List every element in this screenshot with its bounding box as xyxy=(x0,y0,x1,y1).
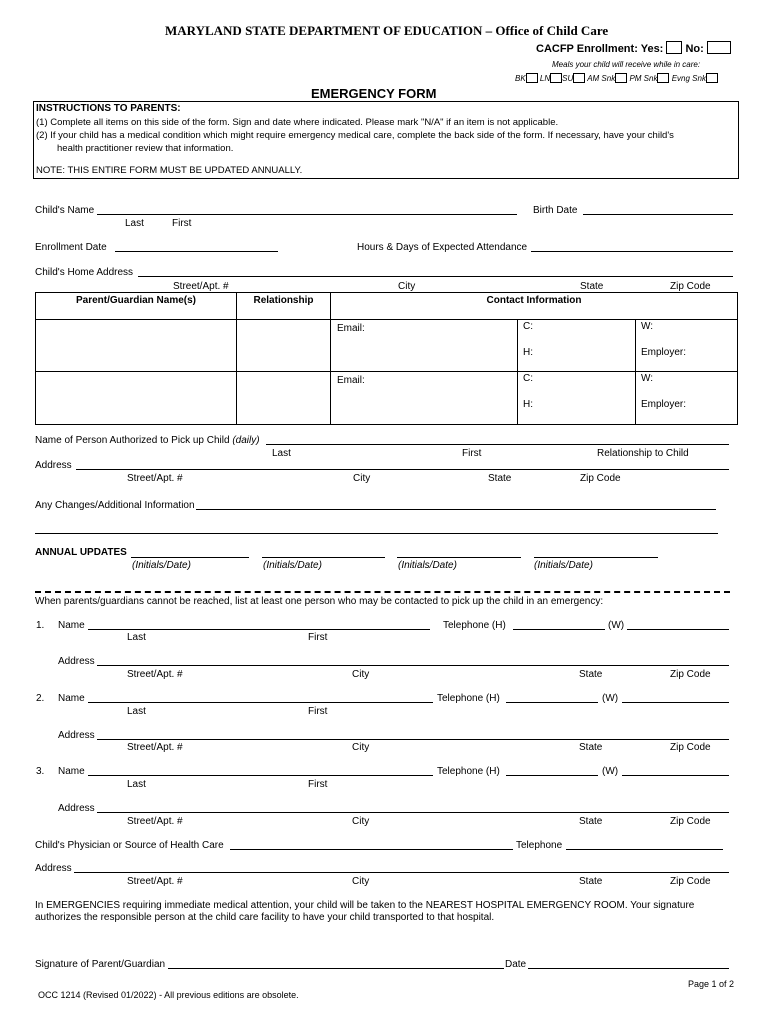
contact-3-address-label: Address xyxy=(58,803,95,814)
meal-evng-checkbox[interactable] xyxy=(706,73,718,83)
contact-3-tel-h-field[interactable] xyxy=(506,775,598,776)
contact-2-zip-caption: Zip Code xyxy=(670,742,711,753)
emergency-statement-2: authorizes the responsible person at the child care facility to have your child transported to that hospital. xyxy=(35,912,495,923)
contact-1-number: 1. xyxy=(36,620,45,631)
emergency-intro: When parents/guardians cannot be reached, list at least one person who may be contacted to pick up the child in an emergency: xyxy=(35,596,604,607)
pickup-state-caption: State xyxy=(488,473,512,484)
home-street-caption: Street/Apt. # xyxy=(173,281,229,292)
contact-3-first-caption: First xyxy=(308,779,328,790)
page-number: Page 1 of 2 xyxy=(688,979,735,989)
contact-2-address-field[interactable] xyxy=(97,739,729,740)
instruction-2: (2) If your child has a medical condition which might require emergency medical care, complete the back side of the form. If necessary, have your child's xyxy=(36,130,674,141)
physician-address-field[interactable] xyxy=(74,872,729,873)
guardian-2-work[interactable] xyxy=(636,372,738,425)
home-state-caption: State xyxy=(580,281,604,292)
instructions-note: NOTE: THIS ENTIRE FORM MUST BE UPDATED ANNUALLY. xyxy=(36,165,303,176)
contact-1-tel-h-field[interactable] xyxy=(513,629,605,630)
cut-line xyxy=(35,591,730,593)
emergency-statement-1: In EMERGENCIES requiring immediate medical attention, your child will be taken to the NEAREST HOSPITAL EMERGENCY ROOM. Your signature xyxy=(35,900,695,911)
meal-bk-label: BK xyxy=(515,74,526,83)
physician-field[interactable] xyxy=(230,849,513,850)
contact-3-tel-h-label: Telephone (H) xyxy=(437,766,500,777)
contact-3-city-caption: City xyxy=(352,816,370,827)
form-title: EMERGENCY FORM xyxy=(311,86,437,101)
guardian-1-email-label: Email: xyxy=(337,323,365,334)
contact-3-tel-w-label: (W) xyxy=(602,766,619,777)
cacfp-enrollment xyxy=(536,41,731,55)
contact-1-address-field[interactable] xyxy=(97,665,729,666)
contact-2-tel-w-label: (W) xyxy=(602,693,619,704)
guardian-1-work[interactable] xyxy=(636,320,738,372)
col-contact: Contact Information xyxy=(331,293,738,320)
pickup-address-field[interactable] xyxy=(76,469,729,470)
home-address-label: Child's Home Address xyxy=(35,267,134,278)
child-name-label: Child's Name xyxy=(35,205,95,216)
meal-su-label: SU xyxy=(562,74,574,83)
annual-updates-label: ANNUAL UPDATES xyxy=(35,547,127,558)
guardian-table xyxy=(35,292,738,425)
contact-1-name-field[interactable] xyxy=(88,629,430,630)
meals-options xyxy=(515,73,718,83)
birth-date-label: Birth Date xyxy=(533,205,578,216)
guardian-2-w-label: W: xyxy=(641,373,654,384)
child-first-caption: First xyxy=(172,218,192,229)
col-guardian-name: Parent/Guardian Name(s) xyxy=(36,293,237,320)
meal-pm-checkbox[interactable] xyxy=(657,73,669,83)
form-id: OCC 1214 (Revised 01/2022) - All previous editions are obsolete. xyxy=(38,990,299,1000)
contact-3-street-caption: Street/Apt. # xyxy=(127,816,183,827)
annual-initials-4: (Initials/Date) xyxy=(534,560,593,571)
guardian-2-c-label: C: xyxy=(523,373,533,384)
enrollment-date-field[interactable] xyxy=(115,251,278,252)
cacfp-no-checkbox[interactable] xyxy=(707,41,731,54)
annual-update-1[interactable] xyxy=(131,557,249,558)
contact-3-last-caption: Last xyxy=(127,779,146,790)
contact-2-number: 2. xyxy=(36,693,45,704)
contact-3-tel-w-field[interactable] xyxy=(622,775,729,776)
physician-street-caption: Street/Apt. # xyxy=(127,876,183,887)
pickup-first-caption: First xyxy=(462,448,482,459)
pickup-daily: (daily) xyxy=(232,435,260,446)
guardian-1-c-label: C: xyxy=(523,321,533,332)
guardian-1-name[interactable] xyxy=(36,320,237,372)
pickup-label-text: Name of Person Authorized to Pick up Child xyxy=(35,435,230,446)
home-city-caption: City xyxy=(398,281,416,292)
meals-label: Meals your child will receive while in care: xyxy=(552,60,701,69)
col-relationship: Relationship xyxy=(237,293,331,320)
guardian-2-h-label: H: xyxy=(523,399,533,410)
contact-3-name-label: Name xyxy=(58,766,85,777)
meal-am-label: AM Snk xyxy=(587,74,616,83)
physician-zip-caption: Zip Code xyxy=(670,876,711,887)
meal-ln-checkbox[interactable] xyxy=(550,73,562,83)
contact-1-tel-h-label: Telephone (H) xyxy=(443,620,506,631)
pickup-zip-caption: Zip Code xyxy=(580,473,621,484)
contact-2-state-caption: State xyxy=(579,742,603,753)
contact-1-tel-w-field[interactable] xyxy=(627,629,729,630)
contact-1-address-label: Address xyxy=(58,656,95,667)
contact-2-city-caption: City xyxy=(352,742,370,753)
signature-field[interactable] xyxy=(168,968,504,969)
contact-3-number: 3. xyxy=(36,766,45,777)
contact-3-name-field[interactable] xyxy=(88,775,433,776)
guardian-1-phone[interactable] xyxy=(518,320,636,372)
physician-address-label: Address xyxy=(35,863,72,874)
annual-update-4[interactable] xyxy=(534,557,658,558)
guardian-2-email-label: Email: xyxy=(337,375,365,386)
attendance-label: Hours & Days of Expected Attendance xyxy=(357,242,528,253)
child-name-field[interactable] xyxy=(97,214,517,215)
guardian-1-relationship[interactable] xyxy=(237,320,331,372)
contact-3-address-field[interactable] xyxy=(97,812,729,813)
instructions-heading: INSTRUCTIONS TO PARENTS: xyxy=(36,103,181,114)
meal-pm-label: PM Snk xyxy=(629,74,658,83)
contact-2-street-caption: Street/Apt. # xyxy=(127,742,183,753)
pickup-relationship-caption: Relationship to Child xyxy=(597,448,689,459)
guardian-2-name[interactable] xyxy=(36,372,237,425)
contact-2-address-label: Address xyxy=(58,730,95,741)
guardian-2-relationship[interactable] xyxy=(237,372,331,425)
meal-ln-label: LN xyxy=(539,74,551,83)
guardian-1-w-label: W: xyxy=(641,321,654,332)
contact-2-last-caption: Last xyxy=(127,706,146,717)
meal-am-checkbox[interactable] xyxy=(615,73,627,83)
guardian-1-employer-label: Employer: xyxy=(641,347,687,358)
annual-initials-1: (Initials/Date) xyxy=(132,560,191,571)
contact-1-name-label: Name xyxy=(58,620,85,631)
contact-2-name-label: Name xyxy=(58,693,85,704)
guardian-1-email[interactable] xyxy=(331,320,518,372)
guardian-1-h-label: H: xyxy=(523,347,533,358)
physician-label: Child's Physician or Source of Health Care xyxy=(35,840,224,851)
birth-date-field[interactable] xyxy=(583,214,733,215)
pickup-label xyxy=(35,435,260,446)
contact-2-first-caption: First xyxy=(308,706,328,717)
contact-3-zip-caption: Zip Code xyxy=(670,816,711,827)
date-label: Date xyxy=(505,959,527,970)
cacfp-no-label: No: xyxy=(685,43,704,55)
contact-1-tel-w-label: (W) xyxy=(608,620,625,631)
meal-bk-checkbox[interactable] xyxy=(526,73,538,83)
instruction-1: (1) Complete all items on this side of the form. Sign and date where indicated. Please mark "N/A" if an item is not applicable. xyxy=(36,117,559,128)
contact-1-state-caption: State xyxy=(579,669,603,680)
attendance-field[interactable] xyxy=(531,251,733,252)
changes-label: Any Changes/Additional Information xyxy=(35,500,195,511)
contact-1-city-caption: City xyxy=(352,669,370,680)
annual-update-3[interactable] xyxy=(397,557,521,558)
physician-state-caption: State xyxy=(579,876,603,887)
contact-2-tel-h-label: Telephone (H) xyxy=(437,693,500,704)
meal-su-checkbox[interactable] xyxy=(573,73,585,83)
contact-2-tel-w-field[interactable] xyxy=(622,702,729,703)
guardian-row-1 xyxy=(36,320,738,372)
meal-evng-label: Evng Snk xyxy=(671,74,706,83)
enrollment-date-label: Enrollment Date xyxy=(35,242,107,253)
annual-initials-2: (Initials/Date) xyxy=(263,560,322,571)
changes-field-2[interactable] xyxy=(35,533,718,534)
signature-label: Signature of Parent/Guardian xyxy=(35,959,166,970)
guardian-2-email[interactable] xyxy=(331,372,518,425)
physician-telephone-field[interactable] xyxy=(566,849,723,850)
contact-1-zip-caption: Zip Code xyxy=(670,669,711,680)
physician-city-caption: City xyxy=(352,876,370,887)
home-address-field[interactable] xyxy=(138,276,733,277)
physician-telephone-label: Telephone xyxy=(516,840,563,851)
cacfp-yes-label: CACFP Enrollment: Yes: xyxy=(536,43,664,55)
agency-title: MARYLAND STATE DEPARTMENT OF EDUCATION – Office of Child Care xyxy=(165,23,609,38)
contact-1-street-caption: Street/Apt. # xyxy=(127,669,183,680)
contact-2-tel-h-field[interactable] xyxy=(506,702,598,703)
cacfp-yes-checkbox[interactable] xyxy=(666,41,682,54)
contact-1-last-caption: Last xyxy=(127,632,146,643)
changes-field-1[interactable] xyxy=(196,509,716,510)
pickup-name-field[interactable] xyxy=(266,444,729,445)
annual-initials-3: (Initials/Date) xyxy=(398,560,457,571)
instruction-2-cont: health practitioner review that information. xyxy=(57,143,234,154)
contact-3-state-caption: State xyxy=(579,816,603,827)
guardian-2-phone[interactable] xyxy=(518,372,636,425)
home-zip-caption: Zip Code xyxy=(670,281,711,292)
pickup-city-caption: City xyxy=(353,473,371,484)
date-field[interactable] xyxy=(528,968,729,969)
pickup-street-caption: Street/Apt. # xyxy=(127,473,183,484)
contact-1-first-caption: First xyxy=(308,632,328,643)
pickup-address-label: Address xyxy=(35,460,72,471)
annual-update-2[interactable] xyxy=(262,557,385,558)
pickup-last-caption: Last xyxy=(272,448,291,459)
guardian-row-2 xyxy=(36,372,738,425)
contact-2-name-field[interactable] xyxy=(88,702,433,703)
guardian-2-employer-label: Employer: xyxy=(641,399,687,410)
child-last-caption: Last xyxy=(125,218,144,229)
